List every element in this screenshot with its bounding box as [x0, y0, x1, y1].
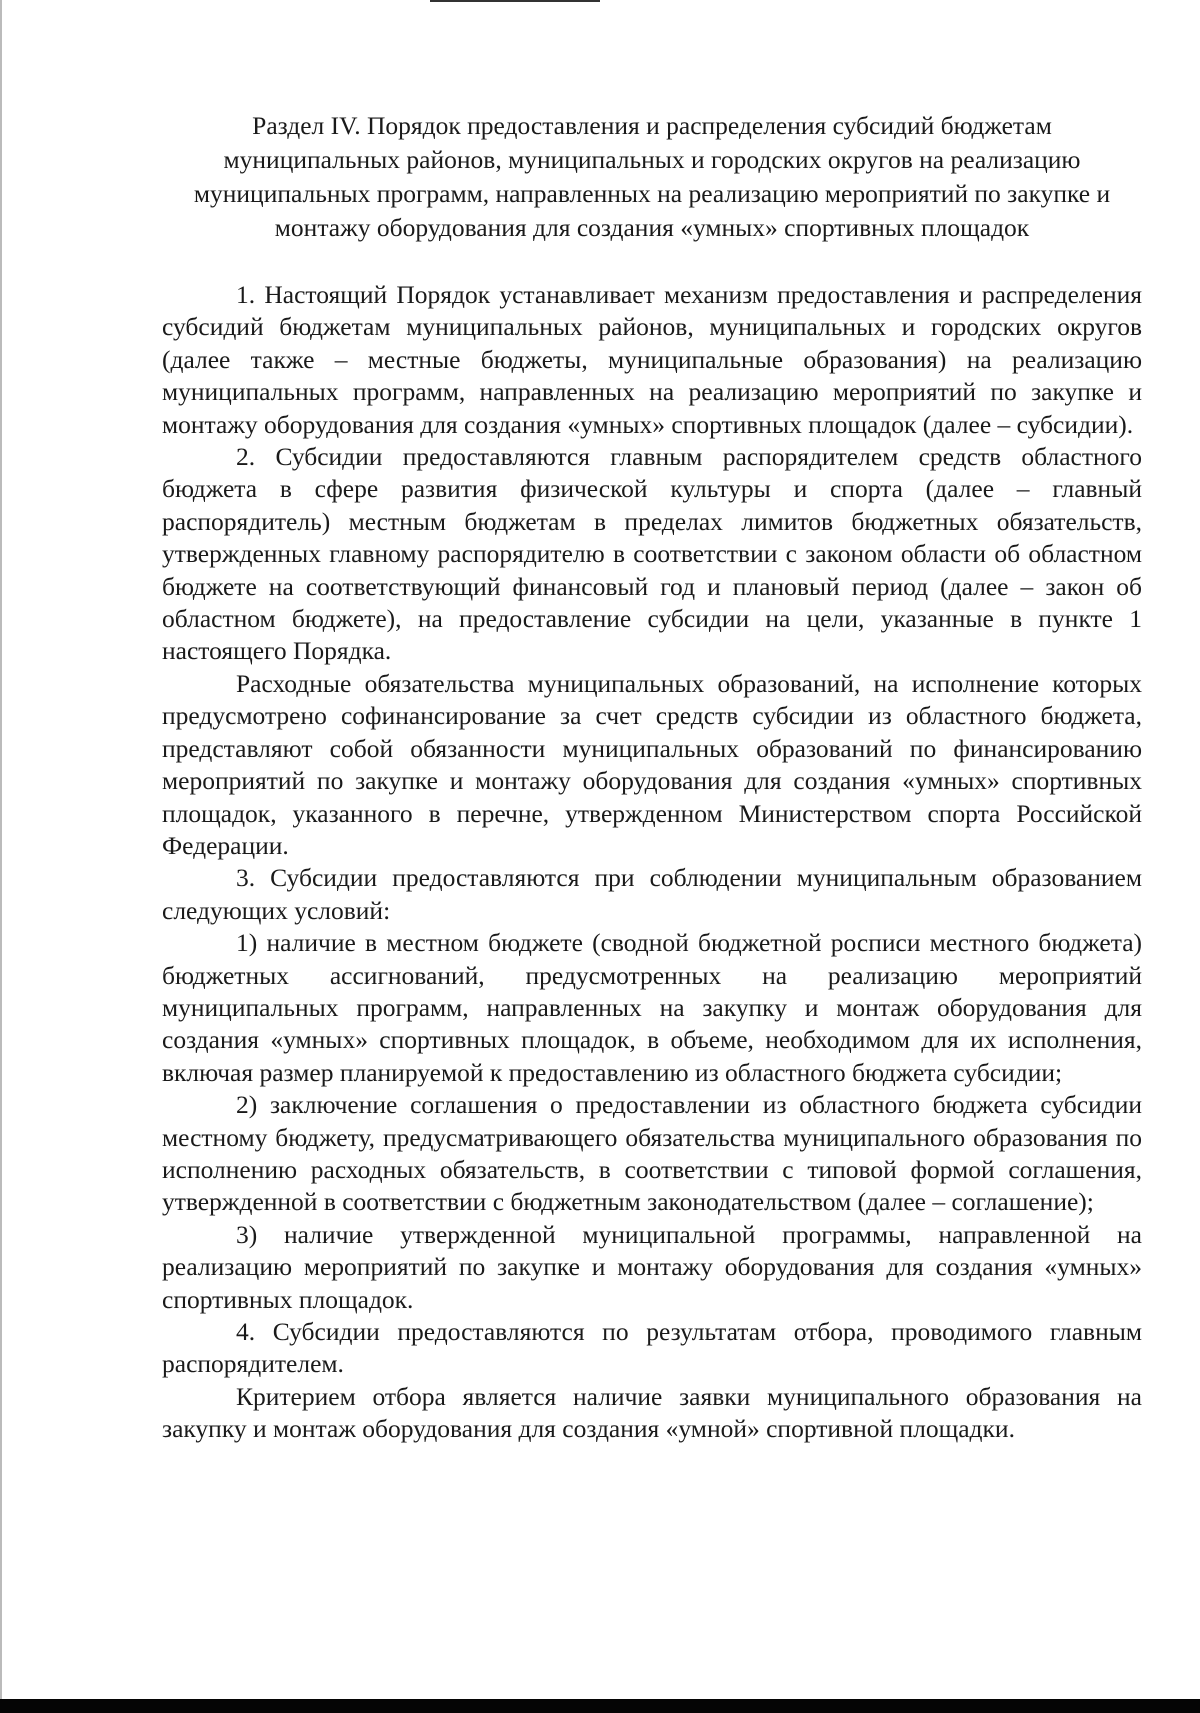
scan-edge-top [430, 0, 600, 2]
scan-edge-bottom [0, 1699, 1200, 1713]
selection-criterion: Критерием отбора является наличие заявки муниципального образования на закупку и монтаж оборудования для создания «умной» спортивной площадки. [162, 1381, 1142, 1444]
condition-1: 1) наличие в местном бюджете (сводной бюджетной росписи местного бюджета) бюджетных ассигнований, предусмотренных на реализацию мероприятий муниципальных программ, направленных на закупку и монтаж оборудования для создания «умных» спортивных площадок, в объеме, необходимом для их исполнения, включая размер планируемой к предоставлению из областного бюджета субсидии; [162, 928, 1142, 1087]
document-page [162, 109, 1142, 1446]
paragraph-1: 1. Настоящий Порядок устанавливает механизм предоставления и распределения субсидий бюджетам муниципальных районов, муниципальных и городских округов (далее также – местные бюджеты, муниципальные образования) на реализацию муниципальных программ, направленных на реализацию мероприятий по закупке и монтажу оборудования для создания «умных» спортивных площадок (далее – субсидии). [162, 280, 1142, 439]
paragraph-3: 3. Субсидии предоставляются при соблюдении муниципальным образованием следующих условий: [162, 863, 1142, 925]
paragraph-obligations: Расходные обязательства муниципальных образований, на исполнение которых предусмотрено софинансирование за счет средств субсидии из областного бюджета, представляют собой обязанности муниципальных образований по финансированию мероприятий по закупке и монтажу оборудования для создания «умных» спортивных площадок, указанного в перечне, утвержденном Министерством спорта Российской Федерации. [162, 668, 1142, 860]
condition-2: 2) заключение соглашения о предоставлении из областного бюджета субсидии местному бюджету, предусматривающего обязательства муниципального образования по исполнению расходных обязательств, в соответствии с типовой формой соглашения, утвержденной в соответствии с бюджетным законодательством (далее – соглашение); [162, 1090, 1142, 1217]
condition-3: 3) наличие утвержденной муниципальной программы, направленной на реализацию мероприятий по закупке и монтажу оборудования для создания «умных» спортивных площадок. [162, 1219, 1142, 1314]
paragraph-2: 2. Субсидии предоставляются главным распорядителем средств областного бюджета в сфере развития физической культуры и спорта (далее – главный распорядитель) местным бюджетам в пределах лимитов бюджетных обязательств, утвержденных главному распорядителю в соответствии с законом области об областном бюджете на соответствующий финансовый год и плановый период (далее – закон об областном бюджете), на предоставление субсидии на цели, указанные в пункте 1 настоящего Порядка. [162, 442, 1142, 666]
paragraph-4: 4. Субсидии предоставляются по результатам отбора, проводимого главным распорядителем. [162, 1317, 1142, 1379]
scan-edge-left [0, 0, 2, 1713]
section-title: Раздел IV. Порядок предоставления и распределения субсидий бюджетам муниципальных районов, муниципальных и городских округов на реализацию муниципальных программ, направленных на реализацию мероприятий по закупке и монтажу оборудования для создания «умных» спортивных площадок [193, 111, 1111, 242]
